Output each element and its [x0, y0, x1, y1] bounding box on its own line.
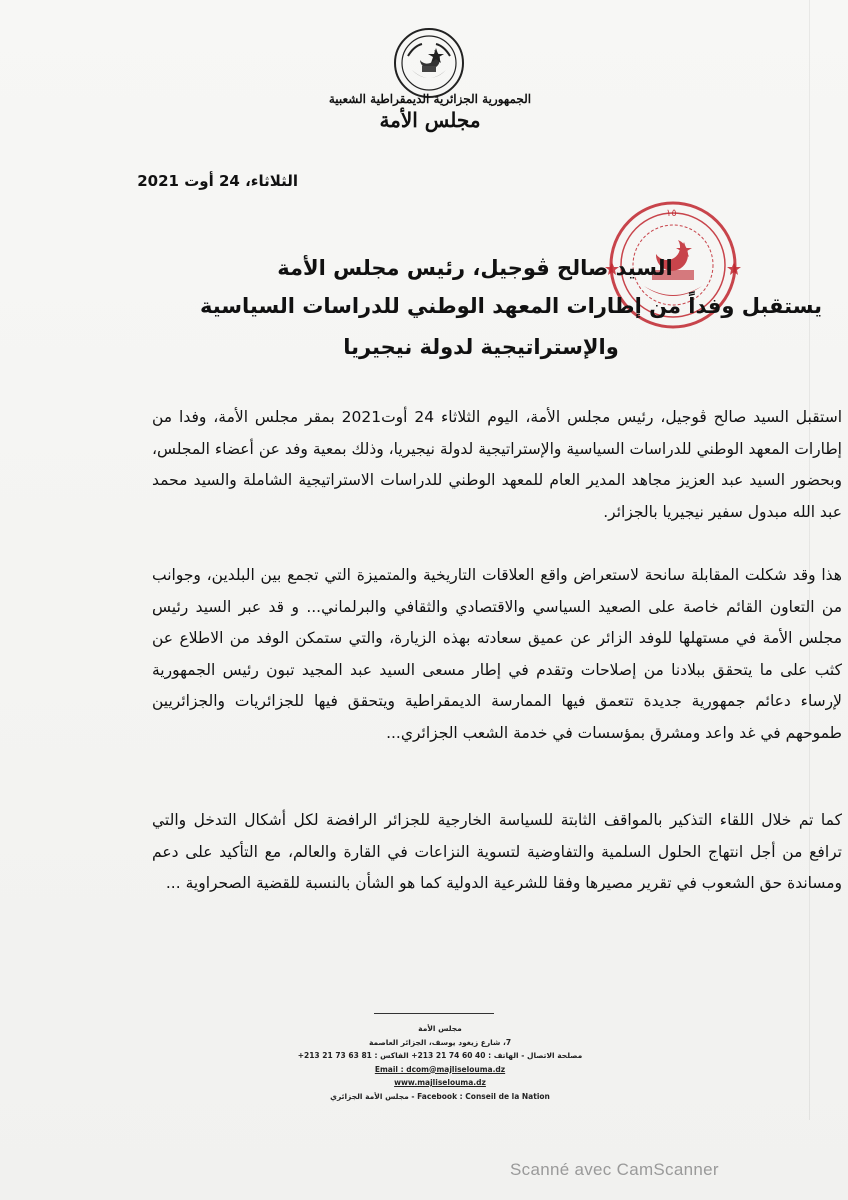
camscanner-watermark: Scanné avec CamScanner — [510, 1160, 719, 1179]
footer-divider — [374, 1013, 494, 1014]
footer-name: مجلس الأمة — [418, 1024, 462, 1033]
document-date: الثلاثاء، 24 أوت 2021 — [137, 172, 298, 190]
paragraph-3-text: كما تم خلال اللقاء التذكير بالمواقف الثابتة للسياسة الخارجية للجزائر الرافضة لكل أشكال التدخل والتي ترافع من أجل انتهاج الحلول السلمية والتفاوضية لتسوية النزاعات في القارة والعالم، مع التأكيد على دعم ومساندة حق الشعوب في تقرير مصيرها وفقا للشرعية الدولية كما هو الشأن بالنسبة للقضية الصحراوية ... — [152, 811, 842, 892]
paragraph-2-text: هذا وقد شكلت المقابلة سانحة لاستعراض واقع العلاقات التاريخية والمتميزة التي تجمع بين البلدين، وجوانب من التعاون القائم خاصة على الصعيد السياسي والاقتصادي والثقافي والبرلماني... و قد عبر السيد رئيس مجلس الأمة في مستهلها للوفد الزائر عن عميق سعادته بهذه الزيارة، والتي ستمكن الوفد من الاطلاع عن كثب على ما يتحقق ببلادنا من إصلاحات وتقدم في إطار مسعى السيد عبد المجيد تبون رئيس الجمهورية لإرساء دعائم جمهورية جديدة تتعمق فيها الممارسة الديمقراطية ويتحقق فيها للجزائريات والجزائريين طموحهم في غد واعد ومشرق بمؤسسات في خدمة الشعب الجزائري... — [152, 566, 842, 742]
republic-name: الجمهورية الجزائرية الديمقراطية الشعبية — [328, 92, 532, 106]
letterhead — [300, 92, 560, 132]
title-line-2: يستقبل وفداً من إطارات المعهد الوطني للدراسات السياسية — [200, 294, 822, 318]
paragraph-3 — [152, 805, 842, 900]
footer-contact: مصلحة الاتصال - الهاتف : 40 60 74 21 213+ الفاكس : 81 63 73 21 213+ — [297, 1051, 583, 1060]
paragraph-2 — [152, 560, 842, 749]
footer-facebook: Facebook : Conseil de la Nation - مجلس الأمة الجزائري — [330, 1091, 550, 1101]
footer-email-link[interactable]: Email : dcom@majliselouma.dz — [374, 1064, 506, 1074]
title-line-1: السيد صالح ڤوجيل، رئيس مجلس الأمة — [277, 256, 673, 280]
footer — [250, 1022, 630, 1103]
title-line-3: والإستراتيجية لدولة نيجيريا — [343, 335, 619, 359]
paragraph-1-text: استقبل السيد صالح ڤوجيل، رئيس مجلس الأمة، اليوم الثلاثاء 24 أوت2021 بمقر مجلس الأمة، وفدا من إطارات المعهد الوطني للدراسات السياسية والإستراتيجية لدولة نيجيريا، وذلك بمعية وفد عن أعضاء المجلس، وبحضور السيد عبد العزيز مجاهد المدير العام للمعهد الوطني للدراسات الاستراتيجية الشاملة والسيد محمد عبد الله مبدول سفير نيجيريا بالجزائر. — [152, 408, 843, 521]
algeria-emblem-icon — [392, 26, 466, 100]
footer-address: 7، شارع زيغود يوسف، الجزائر العاصمة — [368, 1037, 512, 1047]
svg-text:١٥: ١٥ — [666, 208, 677, 219]
institution-name: مجلس الأمة — [379, 108, 481, 132]
paragraph-1 — [152, 402, 842, 528]
footer-website-link[interactable]: www.majliselouma.dz — [394, 1078, 486, 1087]
